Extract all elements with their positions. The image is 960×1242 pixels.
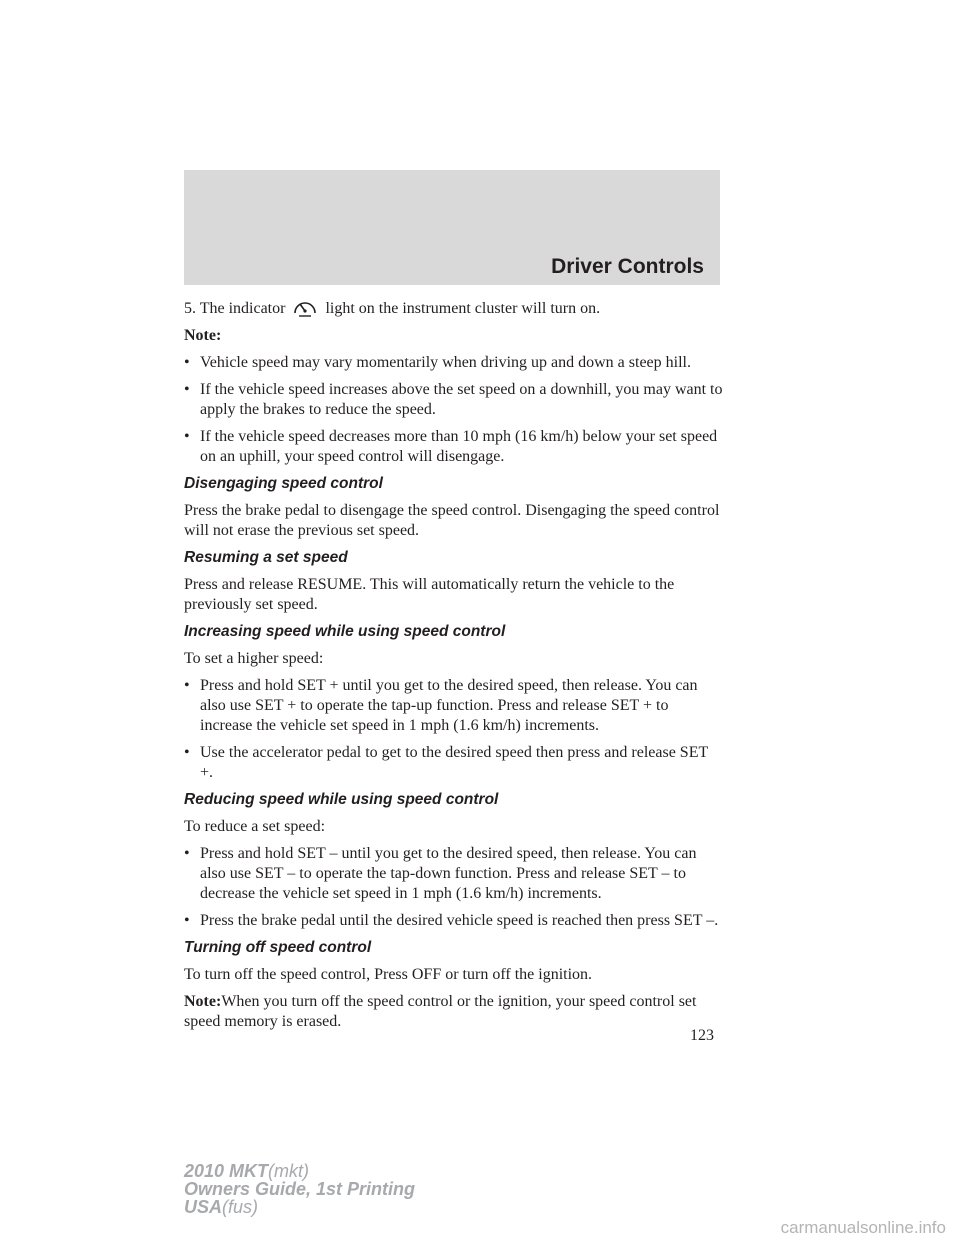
resuming-heading: Resuming a set speed (184, 549, 348, 566)
increasing-intro: To set a higher speed: (184, 650, 324, 667)
disengaging-heading: Disengaging speed control (184, 475, 383, 492)
page-number: 123 (690, 1027, 714, 1044)
disengaging-text: Press the brake pedal to disengage the speed control. Disengaging the speed control will not erase the previous set speed. (184, 502, 720, 539)
footer-model: 2010 MKT (184, 1161, 269, 1181)
turning-off-heading: Turning off speed control (184, 939, 372, 956)
list-item: • If the vehicle speed increases above the set speed on a downhill, you may want to apply the brakes to reduce the speed. (184, 381, 723, 418)
section-header-band (184, 170, 720, 285)
reducing-intro: To reduce a set speed: (184, 818, 326, 835)
page-content (184, 297, 724, 1039)
footer-printing: Owners Guide, 1st Printing (184, 1179, 416, 1199)
footer-region-code: (fus) (222, 1197, 259, 1217)
step-5-prefix: 5. The indicator (184, 300, 286, 317)
increasing-heading: Increasing speed while using speed control (184, 623, 506, 640)
note-label: Note: (184, 993, 222, 1010)
footer-model-code: (mkt) (268, 1161, 310, 1181)
step-5-suffix: light on the instrument cluster will turn on. (325, 300, 601, 317)
turning-off-note (184, 992, 724, 1032)
list-item: • Vehicle speed may vary momentarily when driving up and down a steep hill. (184, 354, 691, 371)
list-item: • Press and hold SET + until you get to the desired speed, then release. You can also use SET + to operate the tap-up function. Press and release SET + to increase the vehicle set speed in 1 mph (1.6 km/h) increments. (184, 677, 698, 734)
list-item: • If the vehicle speed decreases more than 10 mph (16 km/h) below your set speed on an uphill, your speed control will disengage. (184, 428, 718, 465)
reducing-heading: Reducing speed while using speed control (184, 791, 499, 808)
section-title: Driver Controls (551, 255, 704, 278)
speed-control-indicator-icon (291, 297, 319, 319)
list-item: • Press the brake pedal until the desired vehicle speed is reached then press SET –. (184, 912, 719, 929)
resuming-text: Press and release RESUME. This will automatically return the vehicle to the previously set speed. (184, 576, 675, 613)
footer-region: USA (184, 1197, 223, 1217)
note-text: When you turn off the speed control or the ignition, your speed control set speed memory is erased. (184, 993, 697, 1030)
note-label: Note: (184, 327, 222, 344)
print-footer (184, 1162, 415, 1216)
watermark: carmanualsonline.info (780, 1218, 946, 1237)
turning-off-text: To turn off the speed control, Press OFF or turn off the ignition. (184, 966, 593, 983)
step-5 (184, 297, 724, 319)
list-item: • Press and hold SET – until you get to the desired speed, then release. You can also use SET – to operate the tap-down function. Press and release SET – to decrease the vehicle set speed in 1 mph (1.6 km/h) increments. (184, 845, 697, 902)
list-item: • Use the accelerator pedal to get to the desired speed then press and release SET +. (184, 744, 708, 781)
